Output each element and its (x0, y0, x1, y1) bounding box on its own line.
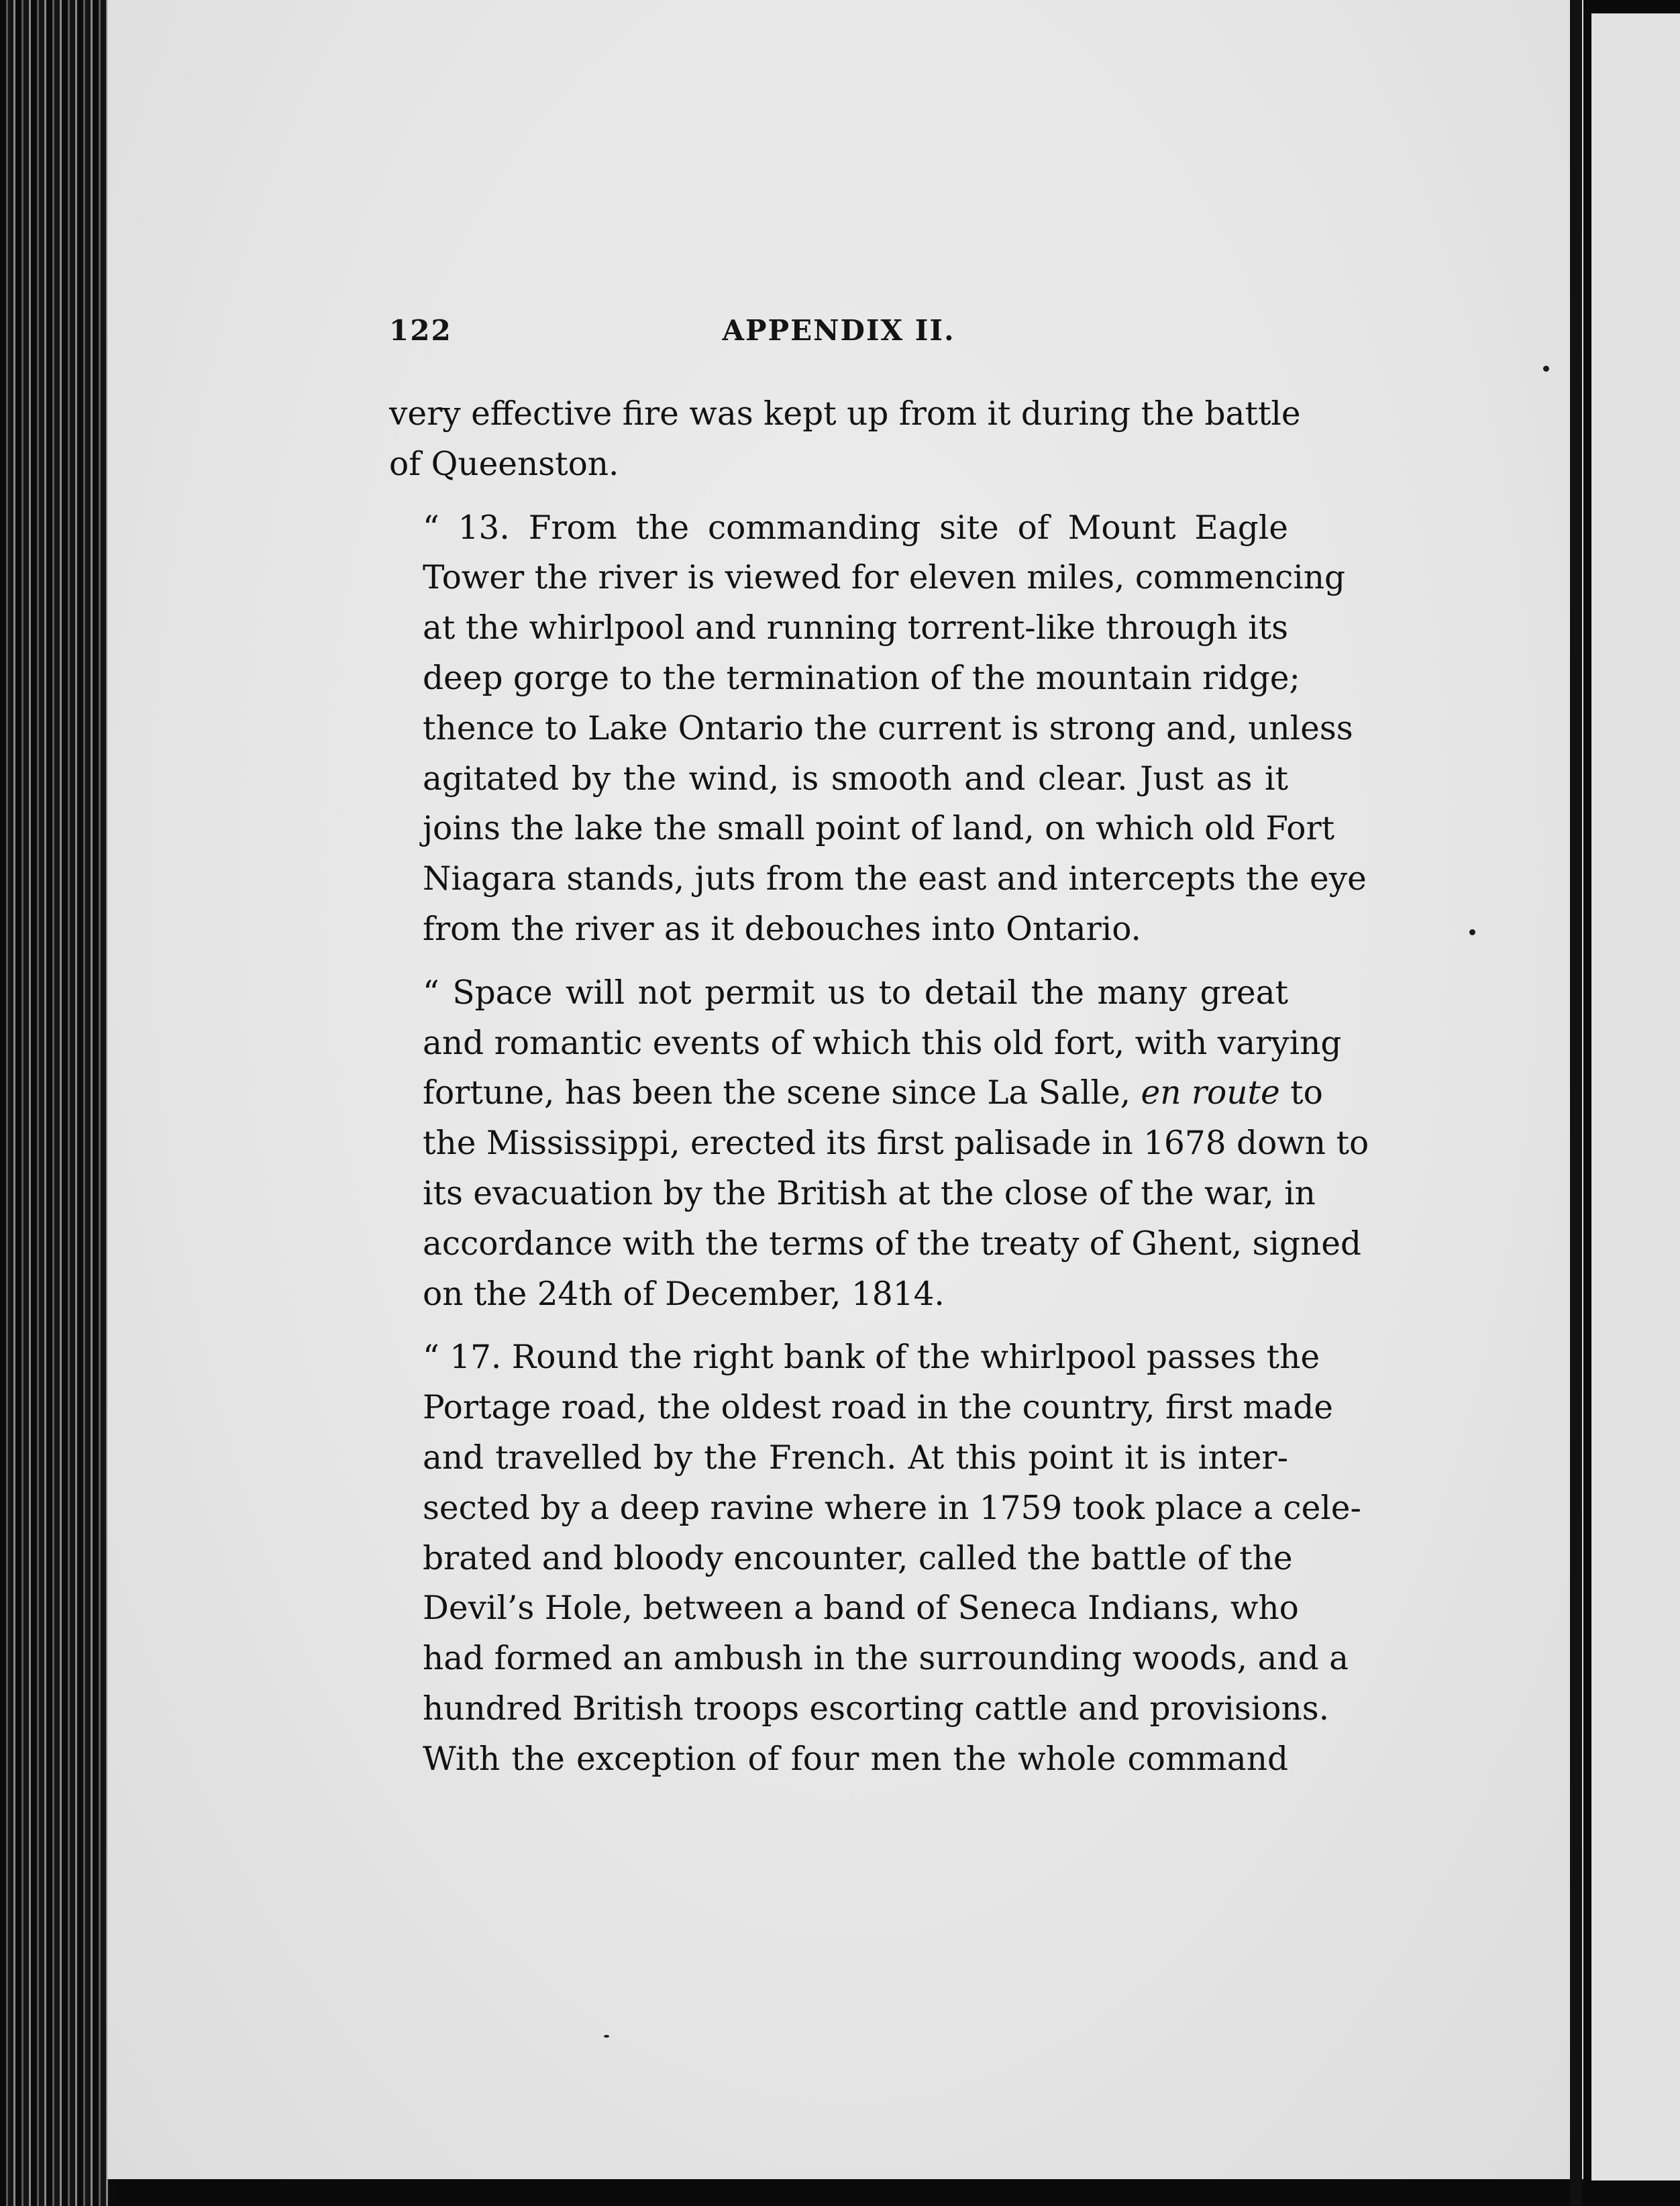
facing-page-edge (1591, 13, 1680, 2181)
text-line: and travelled by the French. At this point it is inter- (423, 1438, 1288, 1477)
text-line: had formed an ambush in the surrounding woods, and a (423, 1640, 1349, 1678)
text-line: its evacuation by the British at the close of the war, in (423, 1174, 1316, 1212)
text-line: “ 13. From the commanding site of Mount Eagle (423, 509, 1288, 547)
running-title: APPENDIX II. (722, 314, 955, 347)
speck-mark (1469, 929, 1475, 935)
speck-mark (1543, 366, 1549, 372)
text-line: brated and bloody encounter, called the battle of the (423, 1539, 1293, 1577)
text-line: on the 24th of December, 1814. (423, 1275, 945, 1313)
italic-phrase: en route (1141, 1074, 1280, 1112)
paragraph (389, 503, 1367, 955)
text-line: “ 17. Round the right bank of the whirlpool passes the (423, 1338, 1320, 1377)
text-line: at the whirlpool and running torrent-like through its (423, 609, 1289, 647)
text-line: deep gorge to the termination of the mountain ridge; (423, 659, 1300, 697)
text-line: agitated by the wind, is smooth and clear. Just as it (423, 759, 1288, 798)
text-line: of Queenston. (389, 445, 619, 483)
text-segment: fortune, has been the scene since La Salle, (423, 1074, 1131, 1112)
speck-mark (604, 2035, 609, 2038)
body-text (389, 389, 1369, 1785)
paragraph (389, 968, 1369, 1320)
running-head (389, 314, 1288, 361)
text-line: very effective fire was kept up from it during the battle (389, 395, 1301, 433)
text-line: hundred British troops escorting cattle and provisions. (423, 1689, 1330, 1728)
text-line: Devil’s Hole, between a band of Seneca Indians, who (423, 1589, 1299, 1628)
text-line: the Mississippi, erected its first palisade in 1678 down to (423, 1124, 1369, 1163)
text-line: thence to Lake Ontario the current is strong and, unless (423, 709, 1353, 747)
text-line: from the river as it debouches into Ontario. (423, 910, 1141, 948)
paragraph (389, 1332, 1361, 1784)
paragraph (389, 389, 1301, 490)
page-edges-stack (0, 0, 114, 2206)
text-line: sected by a deep ravine where in 1759 took place a cele- (423, 1489, 1361, 1527)
text-line: Portage road, the oldest road in the country, first made (423, 1389, 1333, 1427)
page-number: 122 (389, 314, 452, 347)
text-line: joins the lake the small point of land, on which old Fort (423, 810, 1335, 848)
text-line: Niagara stands, juts from the east and intercepts the eye (423, 860, 1367, 898)
text-line (389, 1068, 1323, 1118)
book-gutter (1570, 0, 1582, 2206)
text-line: With the exception of four men the whole command (423, 1740, 1288, 1778)
text-line: “ Space will not permit us to detail the many great (423, 974, 1288, 1012)
text-segment: to (1279, 1074, 1323, 1112)
text-line: accordance with the terms of the treaty of Ghent, signed (423, 1224, 1362, 1263)
text-line: and romantic events of which this old fort, with varying (423, 1024, 1342, 1062)
text-line: Tower the river is viewed for eleven miles, commencing (423, 559, 1346, 597)
